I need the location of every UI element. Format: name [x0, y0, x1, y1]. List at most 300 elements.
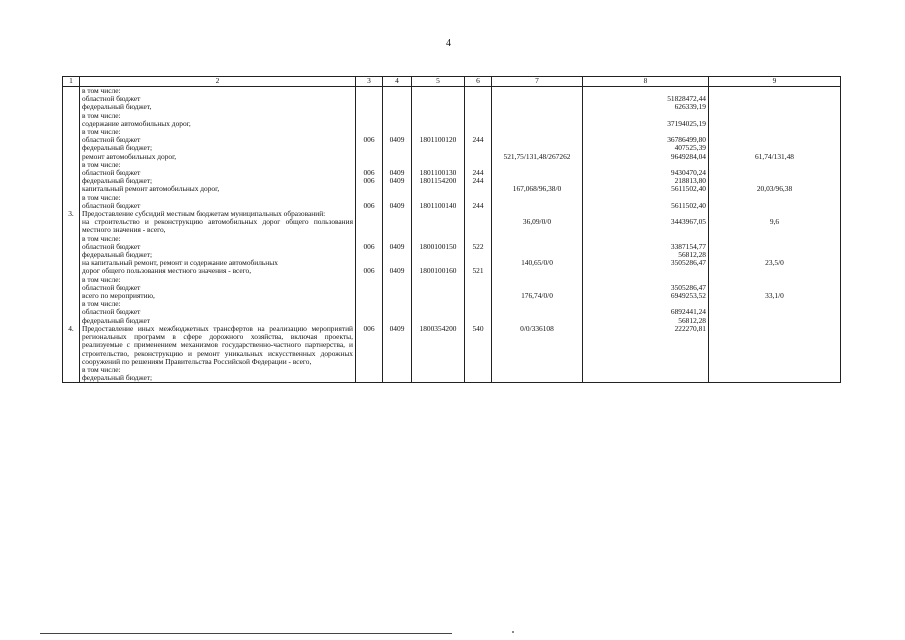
table-header-row: [63, 77, 841, 87]
indicator-cell: [492, 103, 583, 111]
amount-cell: 407525,39: [583, 144, 709, 152]
expense-type-cell: [465, 103, 492, 111]
result-cell: [709, 103, 841, 111]
code-cell: 006: [356, 136, 383, 144]
code-cell: [356, 128, 383, 136]
section-cell: [383, 259, 412, 267]
row-number-cell: [63, 300, 80, 308]
column-header: 4: [383, 77, 412, 87]
expense-type-cell: [465, 95, 492, 103]
row-number-cell: [63, 177, 80, 185]
amount-cell: 9430470,24: [583, 169, 709, 177]
indicator-cell: [492, 95, 583, 103]
result-cell: [709, 169, 841, 177]
indicator-cell: [492, 243, 583, 251]
amount-cell: [583, 300, 709, 308]
table-row: [63, 276, 841, 284]
description-cell: федеральный бюджет;: [80, 177, 356, 185]
expense-type-cell: [465, 87, 492, 96]
amount-cell: 6949253,52: [583, 292, 709, 300]
description-cell: областной бюджет: [80, 169, 356, 177]
description-cell: областной бюджет: [80, 284, 356, 292]
expense-type-cell: [465, 292, 492, 300]
row-number-cell: 3.: [63, 210, 80, 218]
row-number-cell: [63, 185, 80, 193]
code-cell: 006: [356, 202, 383, 210]
table-row: [63, 317, 841, 325]
result-cell: [709, 317, 841, 325]
table-row: [63, 153, 841, 161]
code-cell: 006: [356, 267, 383, 275]
amount-cell: [583, 366, 709, 374]
description-cell: капитальный ремонт автомобильных дорог,: [80, 185, 356, 193]
table-row: [63, 185, 841, 193]
table-row: [63, 95, 841, 103]
expense-type-cell: 244: [465, 202, 492, 210]
row-number-cell: [63, 374, 80, 383]
row-number-cell: [63, 292, 80, 300]
row-number-cell: [63, 87, 80, 96]
section-cell: 0409: [383, 267, 412, 275]
result-cell: [709, 325, 841, 366]
section-cell: [383, 300, 412, 308]
section-cell: [383, 317, 412, 325]
amount-cell: 56812,28: [583, 317, 709, 325]
description-cell: федеральный бюджет;: [80, 144, 356, 152]
description-cell: Предоставление субсидий местным бюджетам муниципальных образований:: [80, 210, 356, 218]
expense-type-cell: [465, 194, 492, 202]
column-header: 5: [412, 77, 465, 87]
amount-cell: 222270,81: [583, 325, 709, 366]
target-article-cell: [412, 251, 465, 259]
table-row: [63, 177, 841, 185]
target-article-cell: 1800100150: [412, 243, 465, 251]
section-cell: [383, 87, 412, 96]
table-row: [63, 87, 841, 96]
indicator-cell: [492, 276, 583, 284]
code-cell: [356, 161, 383, 169]
table-row: [63, 136, 841, 144]
amount-cell: 5611502,40: [583, 185, 709, 193]
section-cell: [383, 153, 412, 161]
table-row: [63, 284, 841, 292]
indicator-cell: [492, 366, 583, 374]
result-cell: [709, 276, 841, 284]
result-cell: [709, 366, 841, 374]
amount-cell: [583, 194, 709, 202]
expense-type-cell: [465, 144, 492, 152]
description-cell: в том числе:: [80, 276, 356, 284]
section-cell: 0409: [383, 325, 412, 366]
indicator-cell: [492, 120, 583, 128]
expense-type-cell: [465, 161, 492, 169]
code-cell: [356, 300, 383, 308]
indicator-cell: 167,068/96,38/0: [492, 185, 583, 193]
section-cell: [383, 276, 412, 284]
section-cell: [383, 284, 412, 292]
target-article-cell: [412, 210, 465, 218]
target-article-cell: [412, 120, 465, 128]
column-header: 3: [356, 77, 383, 87]
description-cell: всего по мероприятию,: [80, 292, 356, 300]
description-cell: в том числе:: [80, 128, 356, 136]
row-number-cell: [63, 366, 80, 374]
result-cell: [709, 177, 841, 185]
indicator-cell: [492, 112, 583, 120]
description-cell: в том числе:: [80, 87, 356, 96]
indicator-cell: [492, 144, 583, 152]
indicator-cell: [492, 284, 583, 292]
amount-cell: [583, 235, 709, 243]
amount-cell: 6892441,24: [583, 308, 709, 316]
table-row: [63, 103, 841, 111]
amount-cell: 56812,28: [583, 251, 709, 259]
result-cell: [709, 128, 841, 136]
result-cell: [709, 95, 841, 103]
description-cell: в том числе:: [80, 300, 356, 308]
section-cell: [383, 112, 412, 120]
column-header: 6: [465, 77, 492, 87]
code-cell: [356, 210, 383, 218]
expense-type-cell: [465, 308, 492, 316]
code-cell: [356, 218, 383, 234]
result-cell: 61,74/131,48: [709, 153, 841, 161]
table-row: [63, 128, 841, 136]
result-cell: [709, 112, 841, 120]
description-cell: федеральный бюджет: [80, 317, 356, 325]
target-article-cell: [412, 284, 465, 292]
row-number-cell: [63, 218, 80, 234]
target-article-cell: [412, 374, 465, 383]
table-row: [63, 259, 841, 267]
expense-type-cell: [465, 300, 492, 308]
description-cell: областной бюджет: [80, 202, 356, 210]
row-number-cell: [63, 153, 80, 161]
indicator-cell: [492, 317, 583, 325]
expense-type-cell: [465, 317, 492, 325]
section-cell: [383, 251, 412, 259]
amount-cell: [583, 267, 709, 275]
section-cell: [383, 185, 412, 193]
amount-cell: 37194025,19: [583, 120, 709, 128]
target-article-cell: [412, 103, 465, 111]
page-number: 4: [446, 38, 451, 49]
code-cell: [356, 153, 383, 161]
amount-cell: 5611502,40: [583, 202, 709, 210]
row-number-cell: [63, 128, 80, 136]
row-number-cell: [63, 276, 80, 284]
expense-type-cell: [465, 128, 492, 136]
description-cell: содержание автомобильных дорог,: [80, 120, 356, 128]
column-header: 2: [80, 77, 356, 87]
section-cell: [383, 292, 412, 300]
expense-type-cell: 244: [465, 136, 492, 144]
indicator-cell: 0/0/336108: [492, 325, 583, 366]
description-cell: федеральный бюджет;: [80, 374, 356, 383]
row-number-cell: [63, 243, 80, 251]
amount-cell: 3387154,77: [583, 243, 709, 251]
table-row: [63, 235, 841, 243]
code-cell: 006: [356, 325, 383, 366]
target-article-cell: [412, 95, 465, 103]
section-cell: [383, 210, 412, 218]
indicator-cell: [492, 267, 583, 275]
description-cell: областной бюджет: [80, 308, 356, 316]
row-number-cell: [63, 259, 80, 267]
expense-type-cell: [465, 210, 492, 218]
column-header: 7: [492, 77, 583, 87]
target-article-cell: [412, 153, 465, 161]
description-cell: областной бюджет: [80, 243, 356, 251]
result-cell: [709, 251, 841, 259]
indicator-cell: [492, 210, 583, 218]
amount-cell: 626339,19: [583, 103, 709, 111]
expense-type-cell: [465, 120, 492, 128]
section-cell: [383, 308, 412, 316]
target-article-cell: [412, 87, 465, 96]
expense-type-cell: 244: [465, 177, 492, 185]
code-cell: [356, 185, 383, 193]
expense-type-cell: [465, 284, 492, 292]
section-cell: 0409: [383, 177, 412, 185]
section-cell: 0409: [383, 136, 412, 144]
table-row: [63, 112, 841, 120]
amount-cell: 3443967,05: [583, 218, 709, 234]
code-cell: [356, 235, 383, 243]
result-cell: [709, 161, 841, 169]
code-cell: 006: [356, 177, 383, 185]
section-cell: [383, 103, 412, 111]
result-cell: [709, 243, 841, 251]
description-cell: в том числе:: [80, 366, 356, 374]
expense-type-cell: [465, 235, 492, 243]
code-cell: [356, 292, 383, 300]
indicator-cell: 521,75/131,48/267262: [492, 153, 583, 161]
expense-type-cell: 522: [465, 243, 492, 251]
target-article-cell: 1800100160: [412, 267, 465, 275]
section-cell: [383, 120, 412, 128]
result-cell: 20,03/96,38: [709, 185, 841, 193]
row-number-cell: [63, 284, 80, 292]
target-article-cell: [412, 259, 465, 267]
result-cell: [709, 210, 841, 218]
description-cell: дорог общего пользования местного значения - всего,: [80, 267, 356, 275]
row-number-cell: [63, 251, 80, 259]
target-article-cell: 1801100140: [412, 202, 465, 210]
target-article-cell: 1801100120: [412, 136, 465, 144]
row-number-cell: [63, 235, 80, 243]
indicator-cell: [492, 300, 583, 308]
target-article-cell: [412, 300, 465, 308]
code-cell: [356, 251, 383, 259]
row-number-cell: [63, 194, 80, 202]
result-cell: 23,5/0: [709, 259, 841, 267]
result-cell: [709, 144, 841, 152]
target-article-cell: [412, 112, 465, 120]
expense-type-cell: [465, 218, 492, 234]
section-cell: [383, 194, 412, 202]
amount-cell: 51828472,44: [583, 95, 709, 103]
code-cell: [356, 95, 383, 103]
indicator-cell: [492, 374, 583, 383]
row-number-cell: [63, 103, 80, 111]
description-cell: федеральный бюджет,: [80, 103, 356, 111]
section-cell: [383, 144, 412, 152]
target-article-cell: [412, 366, 465, 374]
amount-cell: 3505286,47: [583, 284, 709, 292]
table-row: [63, 300, 841, 308]
result-cell: [709, 300, 841, 308]
description-cell: на капитальный ремонт, ремонт и содержание автомобильных: [80, 259, 356, 267]
result-cell: [709, 87, 841, 96]
description-cell: в том числе:: [80, 235, 356, 243]
code-cell: [356, 144, 383, 152]
result-cell: [709, 194, 841, 202]
table-row: [63, 251, 841, 259]
amount-cell: 36786499,80: [583, 136, 709, 144]
row-number-cell: [63, 308, 80, 316]
result-cell: [709, 284, 841, 292]
section-cell: [383, 128, 412, 136]
result-cell: [709, 308, 841, 316]
result-cell: 9,6: [709, 218, 841, 234]
target-article-cell: [412, 185, 465, 193]
table-row: [63, 308, 841, 316]
amount-cell: [583, 374, 709, 383]
result-cell: [709, 374, 841, 383]
target-article-cell: [412, 144, 465, 152]
indicator-cell: [492, 235, 583, 243]
section-cell: [383, 218, 412, 234]
table-row: [63, 374, 841, 383]
table-body: [63, 87, 841, 383]
code-cell: 006: [356, 169, 383, 177]
section-cell: 0409: [383, 169, 412, 177]
expense-type-cell: [465, 259, 492, 267]
description-cell: областной бюджет: [80, 95, 356, 103]
row-number-cell: [63, 120, 80, 128]
amount-cell: 218813,80: [583, 177, 709, 185]
indicator-cell: 36,09/0/0: [492, 218, 583, 234]
table-row: [63, 243, 841, 251]
code-cell: [356, 120, 383, 128]
code-cell: [356, 87, 383, 96]
indicator-cell: [492, 169, 583, 177]
amount-cell: [583, 276, 709, 284]
description-cell: областной бюджет: [80, 136, 356, 144]
table-row: [63, 202, 841, 210]
row-number-cell: [63, 267, 80, 275]
table-row: [63, 366, 841, 374]
row-number-cell: [63, 317, 80, 325]
expense-type-cell: [465, 366, 492, 374]
target-article-cell: 1800354200: [412, 325, 465, 366]
indicator-cell: [492, 161, 583, 169]
result-cell: [709, 235, 841, 243]
table-row: [63, 325, 841, 366]
indicator-cell: [492, 251, 583, 259]
section-cell: 0409: [383, 202, 412, 210]
table-row: [63, 218, 841, 234]
table-row: [63, 194, 841, 202]
row-number-cell: [63, 202, 80, 210]
target-article-cell: 1801100130: [412, 169, 465, 177]
code-cell: [356, 103, 383, 111]
description-cell: Предоставление иных межбюджетных трансфертов на реализацию мероприятий региональных программ в сфере дорожного хозяйства, включая проекты, реализуемые с применением механизмов государственно-частного партнерства, и строительство, реконструкцию и ремонт уникальных искусственных дорожных сооружений по решениям Правительства Российской Федерации - всего,: [80, 325, 356, 366]
amount-cell: [583, 128, 709, 136]
bottom-rule: [40, 633, 452, 634]
target-article-cell: [412, 194, 465, 202]
result-cell: [709, 202, 841, 210]
expense-type-cell: [465, 153, 492, 161]
target-article-cell: [412, 317, 465, 325]
row-number-cell: [63, 161, 80, 169]
table-row: [63, 267, 841, 275]
expense-type-cell: 244: [465, 169, 492, 177]
target-article-cell: [412, 292, 465, 300]
code-cell: [356, 112, 383, 120]
code-cell: [356, 308, 383, 316]
indicator-cell: 140,65/0/0: [492, 259, 583, 267]
expense-type-cell: [465, 112, 492, 120]
indicator-cell: [492, 177, 583, 185]
table-row: [63, 161, 841, 169]
result-cell: [709, 120, 841, 128]
indicator-cell: [492, 128, 583, 136]
description-cell: в том числе:: [80, 161, 356, 169]
description-cell: ремонт автомобильных дорог,: [80, 153, 356, 161]
indicator-cell: [492, 308, 583, 316]
table-row: [63, 120, 841, 128]
column-header: 1: [63, 77, 80, 87]
section-cell: [383, 374, 412, 383]
code-cell: [356, 284, 383, 292]
target-article-cell: 1801154200: [412, 177, 465, 185]
row-number-cell: [63, 112, 80, 120]
expense-type-cell: 540: [465, 325, 492, 366]
column-header: 9: [709, 77, 841, 87]
code-cell: [356, 259, 383, 267]
result-cell: 33,1/0: [709, 292, 841, 300]
amount-cell: 9649284,04: [583, 153, 709, 161]
expense-type-cell: [465, 251, 492, 259]
amount-cell: [583, 161, 709, 169]
row-number-cell: [63, 169, 80, 177]
code-cell: [356, 317, 383, 325]
section-cell: [383, 95, 412, 103]
section-cell: 0409: [383, 243, 412, 251]
table-row: [63, 144, 841, 152]
table-row: [63, 292, 841, 300]
target-article-cell: [412, 128, 465, 136]
target-article-cell: [412, 235, 465, 243]
description-cell: федеральный бюджет;: [80, 251, 356, 259]
amount-cell: [583, 112, 709, 120]
expense-type-cell: [465, 374, 492, 383]
target-article-cell: [412, 308, 465, 316]
indicator-cell: [492, 87, 583, 96]
amount-cell: [583, 210, 709, 218]
indicator-cell: [492, 202, 583, 210]
code-cell: 006: [356, 243, 383, 251]
description-cell: на строительство и реконструкцию автомобильных дорог общего пользования местного значения - всего,: [80, 218, 356, 234]
code-cell: [356, 366, 383, 374]
description-cell: в том числе:: [80, 194, 356, 202]
target-article-cell: [412, 276, 465, 284]
indicator-cell: [492, 136, 583, 144]
indicator-cell: 176,74/0/0: [492, 292, 583, 300]
target-article-cell: [412, 161, 465, 169]
